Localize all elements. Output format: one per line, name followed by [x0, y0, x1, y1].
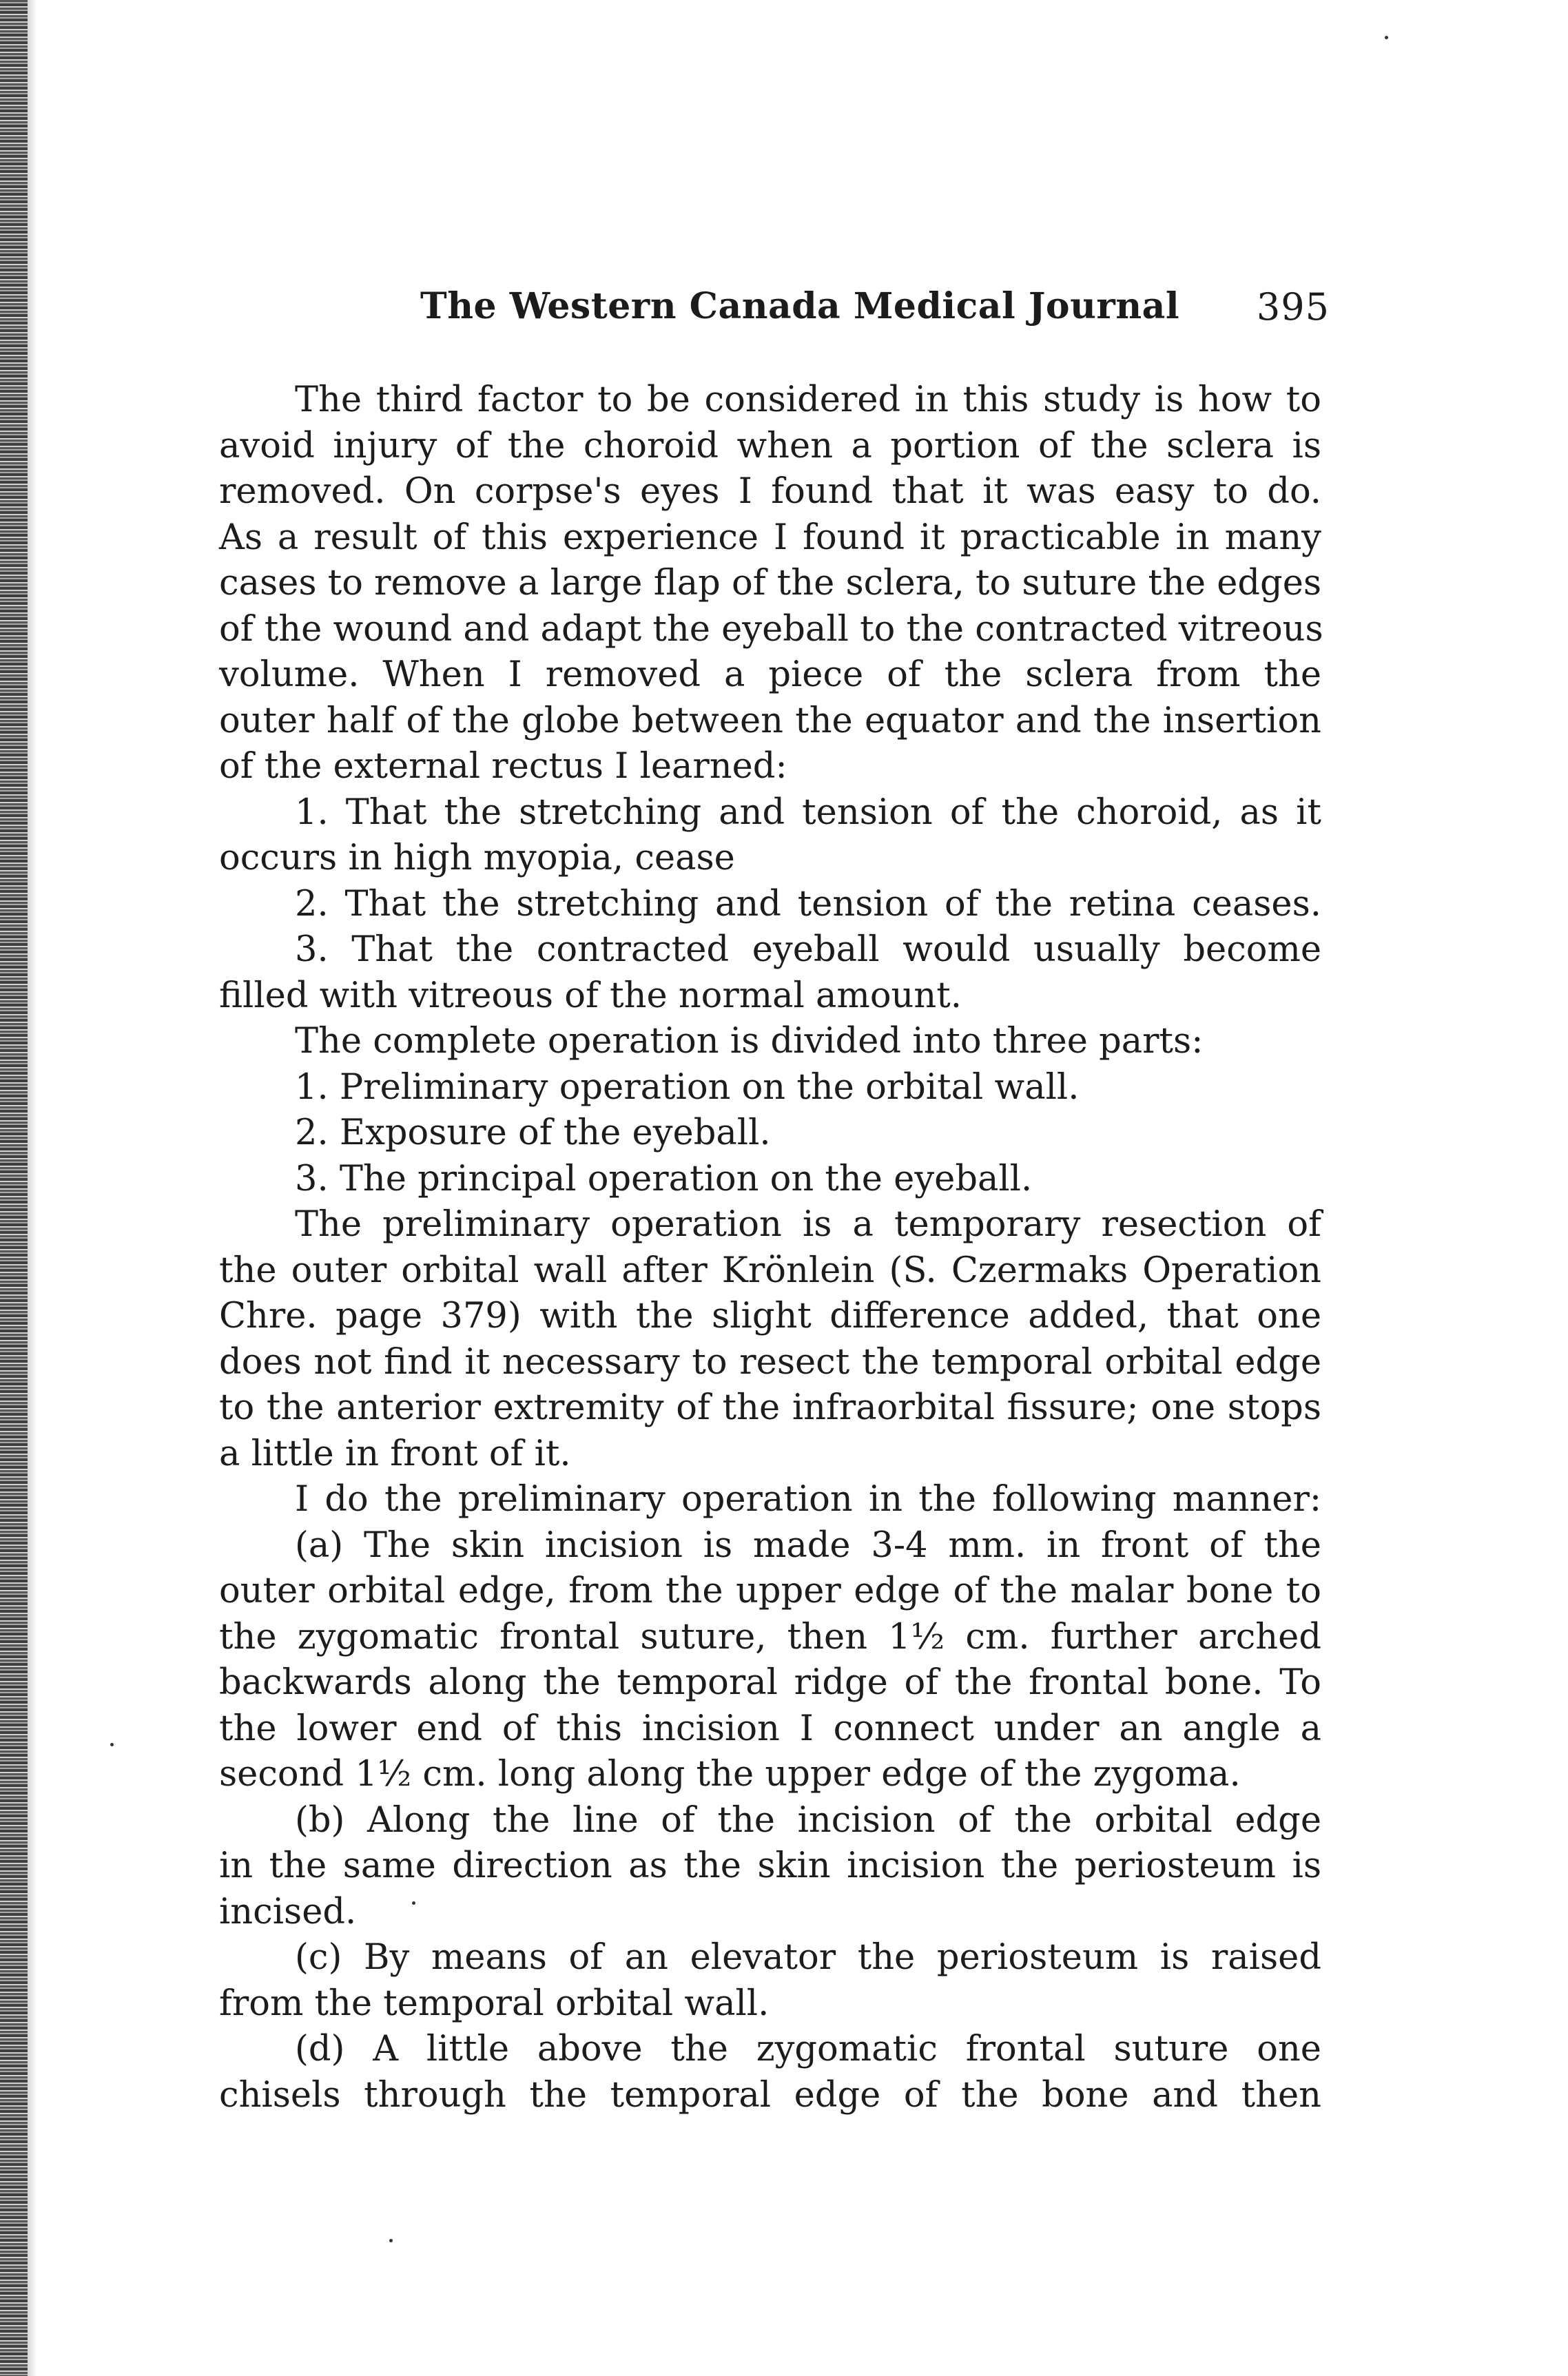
text-line: to the anterior extremity of the infraorbital fissure; one stops: [219, 1387, 1321, 1428]
text-line: The complete operation is divided into three parts:: [295, 1021, 1204, 1062]
text-line: the outer orbital wall after Krönlein (S. Czermaks Operation: [219, 1250, 1321, 1291]
text-line: filled with vitreous of the normal amount.: [219, 975, 962, 1016]
text-line: a little in front of it.: [219, 1433, 571, 1474]
text-line: outer orbital edge, from the upper edge of the malar bone to: [219, 1571, 1321, 1611]
text-line: 1. That the stretching and tension of the choroid, as it: [295, 792, 1321, 833]
text-line: (b) Along the line of the incision of the orbital edge: [295, 1799, 1321, 1841]
text-line: cases to remove a large flap of the sclera, to suture the edges: [219, 563, 1322, 603]
text-line: 2. Exposure of the eyeball.: [295, 1113, 771, 1153]
text-line: removed. On corpse's eyes I found that it was easy to do.: [219, 471, 1321, 512]
text-line: the lower end of this incision I connect under an angle a: [219, 1708, 1321, 1749]
text-line: volume. When I removed a piece of the sclera from the: [219, 654, 1321, 695]
page-binding-edge: [0, 0, 28, 2376]
print-speck: [389, 2239, 393, 2242]
text-line: of the wound and adapt the eyeball to the contracted vitreous: [219, 608, 1323, 650]
text-line: (c) By means of an elevator the periosteum is raised: [295, 1937, 1321, 1978]
print-speck: [1385, 36, 1388, 39]
journal-title: The Western Canada Medical Journal: [420, 285, 1180, 327]
text-line: 3. That the contracted eyeball would usually become: [295, 929, 1321, 970]
text-line: Chre. page 379) with the slight difference added, that one: [219, 1296, 1321, 1336]
print-speck: [412, 1901, 415, 1905]
text-line: chisels through the temporal edge of the bone and then: [219, 2074, 1321, 2116]
text-line: incised.: [219, 1891, 357, 1932]
text-line: As a result of this experience I found it practicable in many: [219, 517, 1321, 558]
text-line: second 1½ cm. long along the upper edge of the zygoma.: [219, 1754, 1241, 1795]
text-line: 1. Preliminary operation on the orbital wall.: [295, 1066, 1080, 1108]
text-line: (a) The skin incision is made 3-4 mm. in front of the: [295, 1525, 1321, 1566]
text-line: the zygomatic frontal suture, then 1½ cm. further arched: [219, 1616, 1321, 1657]
text-line: occurs in high myopia, cease: [219, 838, 735, 878]
text-line: 3. The principal operation on the eyeball.: [295, 1158, 1033, 1199]
text-line: from the temporal orbital wall.: [219, 1983, 770, 2024]
text-line: I do the preliminary operation in the following manner:: [295, 1479, 1321, 1520]
body-text: [219, 378, 1321, 2118]
text-line: The preliminary operation is a temporary resection of: [295, 1204, 1321, 1245]
print-speck: [110, 1743, 114, 1746]
text-line: avoid injury of the choroid when a portion of the sclera is: [219, 425, 1321, 466]
running-head: [207, 276, 1350, 351]
text-line: The third factor to be considered in this study is how to: [295, 380, 1321, 420]
text-line: (d) A little above the zygomatic frontal suture one: [295, 2029, 1321, 2069]
text-line: backwards along the temporal ridge of the frontal bone. To: [219, 1662, 1321, 1703]
text-line: in the same direction as the skin incision the periosteum is: [219, 1846, 1321, 1886]
text-line: outer half of the globe between the equator and the insertion: [219, 700, 1321, 741]
text-line: of the external rectus I learned:: [219, 746, 787, 787]
text-line: 2. That the stretching and tension of the retina ceases.: [295, 883, 1321, 924]
text-line: does not find it necessary to resect the temporal orbital edge: [219, 1341, 1321, 1383]
page-number: 395: [1256, 285, 1330, 329]
